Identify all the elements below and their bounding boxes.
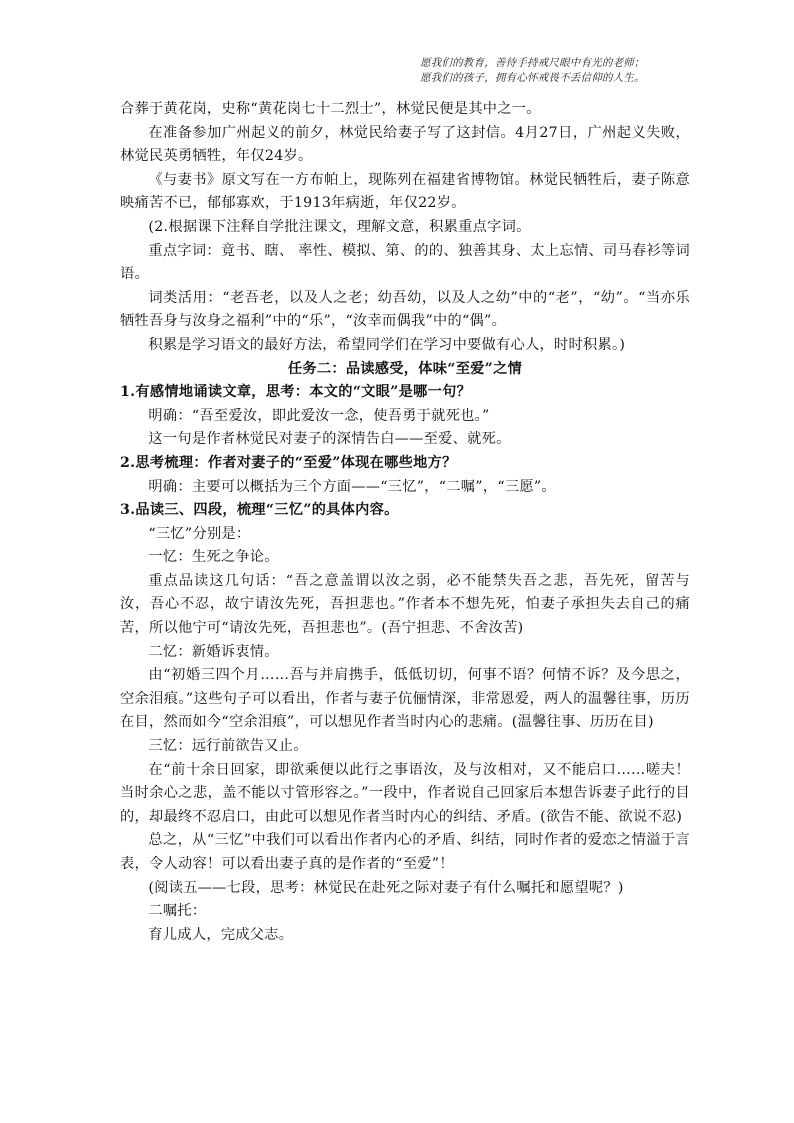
paragraph: (阅读五——七段，思考：林觉民在赴死之际对妻子有什么嘱托和愿望呢？) <box>148 879 624 896</box>
paragraph: 重点字词：竟书、瞎、 率性、模拟、第、的的、独善其身、太上忘情、司马春衫等词语。 <box>120 242 690 283</box>
paragraph: 《与妻书》原文写在一方布帕上，现陈列在福建省博物馆。林觉民牺牲后，妻子陈意映痛苦不已，郁郁寡欢，于1913年病逝，年仅22岁。 <box>120 171 690 212</box>
paragraph: “三忆”分别是： <box>148 525 251 542</box>
paragraph: 词类活用：“老吾老，以及人之老；幼吾幼，以及人之幼”中的“老”，“幼”。“当亦乐牺牲吾身与汝身之福利”中的“乐”，“汝幸而偶我”中的“偶”。 <box>120 289 690 330</box>
paragraph: 育儿成人，完成父志。 <box>148 926 294 943</box>
header-motto <box>420 56 720 86</box>
task-heading: 任务二：品读感受，体味“至爱”之情 <box>287 360 523 377</box>
paragraph: 在准备参加广州起义的前夕，林觉民给妻子写了这封信。4月27日，广州起义失败，林觉民英勇牺牲，年仅24岁。 <box>120 124 690 165</box>
paragraph: 在“前十余日回家，即欲乘便以此行之事语汝，及与汝相对，又不能启口……嗟夫！当时余心之悲，盖不能以寸管形容之。”一段中，作者说自己回家后本想告诉妻子此行的目的，却最终不忍启口，由此可以想见作者当时内心的纠结、矛盾。(欲告不能、欲说不忍) <box>120 761 690 825</box>
paragraph: 积累是学习语文的最好方法，希望同学们在学习中要做有心人，时时积累。) <box>148 336 626 353</box>
paragraph: 合葬于黄花岗，史称“黄花岗七十二烈士”，林觉民便是其中之一。 <box>120 101 541 117</box>
motto-line-1: 愿我们的教育，善待手持戒尺眼中有光的老师； <box>420 57 645 69</box>
paragraph: 三忆：远行前欲告又止。 <box>148 738 308 755</box>
question-heading: 1.有感情地诵读文章，思考：本文的“文眼”是哪一句？ <box>120 384 472 401</box>
paragraph: 重点品读这几句话：“吾之意盖谓以汝之弱，必不能禁失吾之悲，吾先死，留苦与汝，吾心不忍，故宁请汝先死，吾担悲也。”作者本不想先死，怕妻子承担失去自己的痛苦，所以他宁可“请汝先死，吾担悲也”。(吾宁担悲、不舍汝苦) <box>120 572 690 637</box>
paragraph: 二嘱托： <box>148 903 207 920</box>
paragraph: 由“初婚三四个月……吾与并肩携手，低低切切，何事不语？何情不诉？及今思之，空余泪痕。”这些句子可以看出，作者与妻子伉俪情深，非常恩爱，两人的温馨往事，历历在目，然而如今“空余泪痕”，可以想见作者当时内心的悲痛。(温馨往事、历历在目) <box>120 667 690 731</box>
paragraph: 明确：“吾至爱汝，即此爱汝一念，使吾勇于就死也。” <box>148 407 490 424</box>
paragraph: 二忆：新婚诉衷情。 <box>148 643 279 660</box>
document-body <box>120 98 690 947</box>
question-heading: 3.品读三、四段，梳理“三忆”的具体内容。 <box>120 502 399 519</box>
paragraph: 一忆：生死之争论。 <box>148 549 279 566</box>
paragraph: 总之，从“三忆”中我们可以看出作者内心的矛盾、纠结，同时作者的爱恋之情溢于言表，令人动容！可以看出妻子真的是作者的“至爱”！ <box>120 832 690 872</box>
paragraph: 这一句是作者林觉民对妻子的深情告白——至爱、就死。 <box>148 431 511 448</box>
paragraph: 明确：主要可以概括为三个方面——“三忆”，“二嘱”，“三愿”。 <box>148 478 556 495</box>
motto-line-2: 愿我们的孩子，拥有心怀戒畏不丢信仰的人生。 <box>420 72 645 84</box>
paragraph: (2.根据课下注释自学批注课文，理解文意，积累重点字词。 <box>148 218 531 235</box>
question-heading: 2.思考梳理：作者对妻子的“至爱”体现在哪些地方？ <box>120 454 457 471</box>
